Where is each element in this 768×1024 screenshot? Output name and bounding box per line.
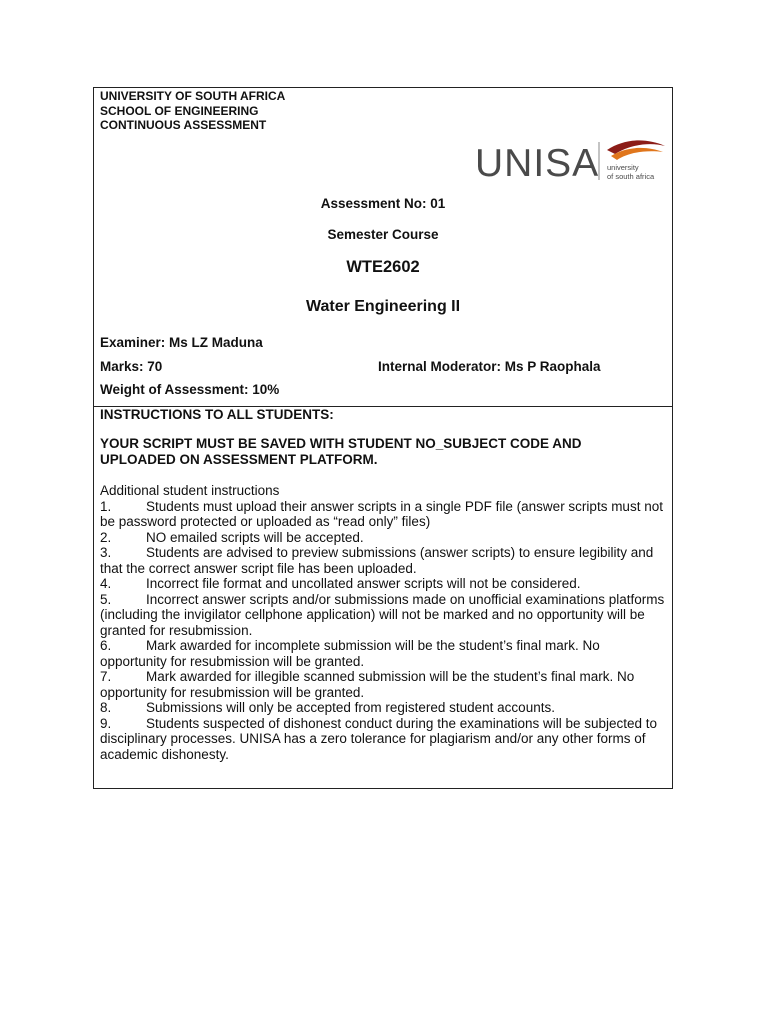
- institution-header: [100, 89, 285, 133]
- list-item: [100, 716, 668, 763]
- instructions-list: [100, 483, 668, 762]
- assessment-cover-frame: [93, 87, 673, 789]
- list-item: [100, 545, 668, 576]
- logo-wordmark: UNISA: [475, 142, 600, 185]
- marks: Marks: 70: [100, 359, 163, 374]
- instructions-heading: INSTRUCTIONS TO ALL STUDENTS:: [100, 407, 334, 422]
- item-text: Submissions will only be accepted from registered student accounts.: [146, 700, 555, 715]
- module-code: WTE2602: [346, 258, 420, 276]
- university-name: UNIVERSITY OF SOUTH AFRICA: [100, 89, 286, 103]
- logo-tagline-line2: of south africa: [607, 172, 655, 181]
- item-number: 2.: [100, 529, 112, 545]
- school-name: SCHOOL OF ENGINEERING: [100, 103, 259, 118]
- item-number: 6.: [100, 638, 112, 653]
- item-text: Mark awarded for incomplete submission will be the student’s final mark. No opportunity for resubmission will be granted.: [100, 638, 600, 669]
- additional-instructions-label: Additional student instructions: [100, 483, 280, 498]
- item-text: NO emailed scripts will be accepted.: [146, 529, 364, 545]
- assessment-type: Semester Course: [327, 227, 439, 242]
- item-number: 9.: [100, 715, 112, 731]
- examiner: Examiner: Ms LZ Maduna: [100, 335, 263, 350]
- assessment-category: CONTINUOUS ASSESSMENT: [100, 118, 267, 132]
- list-item: [100, 638, 668, 669]
- item-number: 7.: [100, 669, 112, 684]
- submission-warning: YOUR SCRIPT MUST BE SAVED WITH STUDENT NO_SUBJECT CODE AND UPLOADED ON ASSESSMENT PLATFORM.: [100, 436, 582, 467]
- module-title: Water Engineering II: [305, 298, 461, 315]
- list-item: [100, 499, 668, 530]
- item-text: Mark awarded for illegible scanned submission will be the student’s final mark. No opportunity for resubmission will be granted.: [100, 669, 635, 700]
- item-number: 1.: [100, 498, 112, 514]
- item-number: 3.: [100, 545, 112, 560]
- item-number: 4.: [100, 576, 112, 591]
- item-text: Incorrect answer scripts and/or submissions made on unofficial examinations platforms (including the invigilator cellphone application) will not be marked and no opportunity will be granted for resubmission.: [100, 591, 665, 638]
- item-number: 8.: [100, 700, 112, 715]
- assessment-number: Assessment No: 01: [320, 196, 446, 211]
- list-item: [100, 669, 668, 700]
- item-number: 5.: [100, 591, 112, 607]
- list-item: [100, 700, 668, 716]
- item-text: Incorrect file format and uncollated answer scripts will not be considered.: [146, 576, 581, 591]
- list-item: [100, 576, 668, 592]
- logo-tagline-line1: university: [607, 163, 639, 172]
- item-text: Students must upload their answer scripts in a single PDF file (answer scripts must not be password protected or uploaded as “read only” files): [100, 498, 663, 529]
- list-item: [100, 530, 668, 546]
- item-text: Students are advised to preview submissions (answer scripts) to ensure legibility and that the correct answer script file has been uploaded.: [100, 545, 654, 576]
- unisa-logo: [475, 136, 675, 186]
- weight-of-assessment: Weight of Assessment: 10%: [100, 382, 280, 397]
- list-item: [100, 592, 668, 639]
- item-text: Students suspected of dishonest conduct during the examinations will be subjected to disciplinary processes. UNISA has a zero tolerance for plagiarism and/or any other forms of academic dishonesty.: [100, 715, 658, 762]
- internal-moderator: Internal Moderator: Ms P Raophala: [378, 359, 601, 374]
